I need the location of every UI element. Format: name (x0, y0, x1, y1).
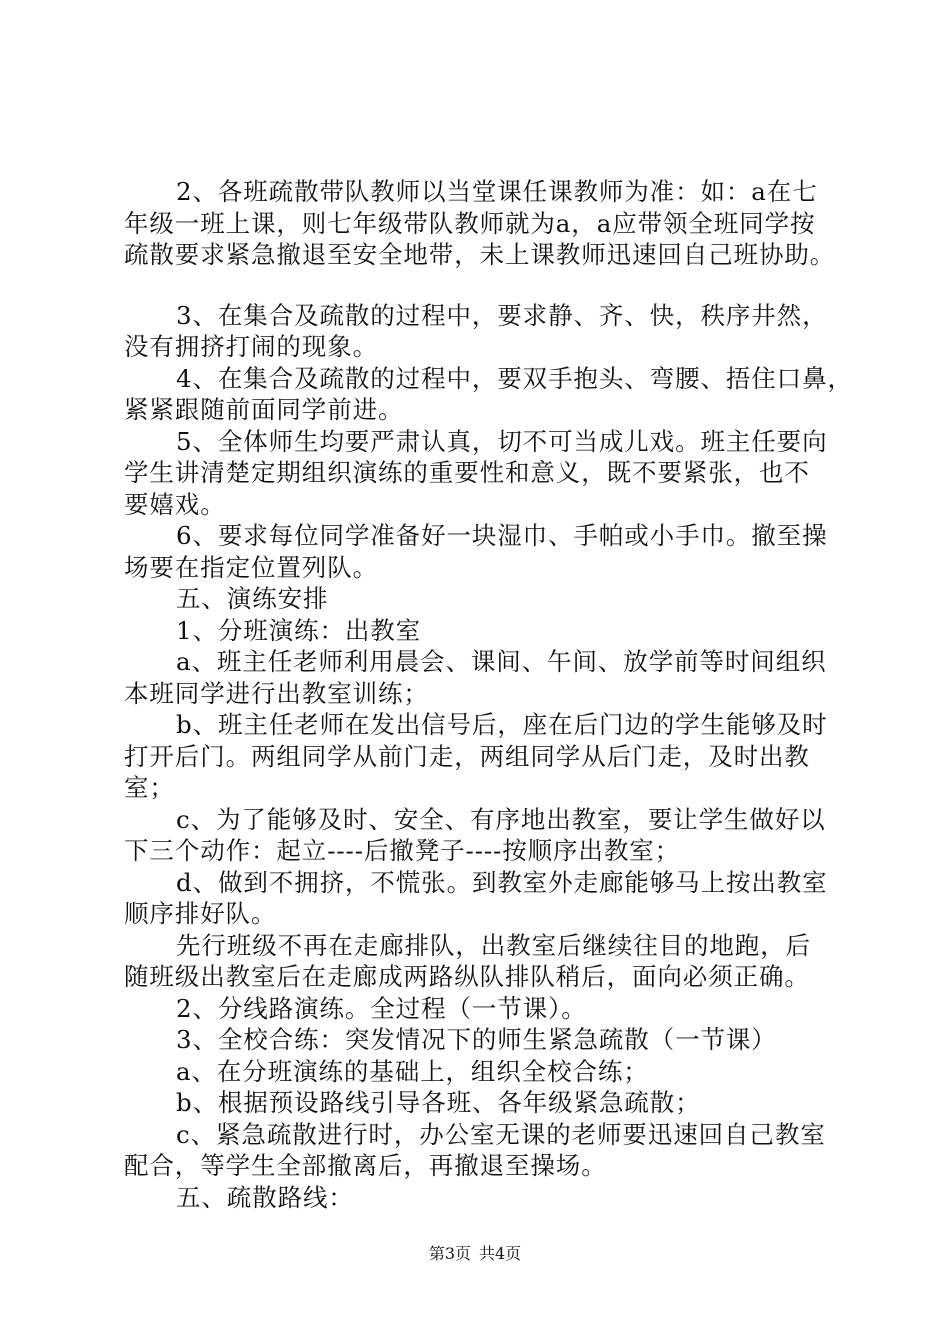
paragraph-line: 本班同学进行出教室训练； (124, 678, 429, 708)
paragraph-line: 配合，等学生全部撤离后，再撤退至操场。 (124, 1151, 607, 1180)
paragraph-line: 5、全体师生均要严肃认真，切不可当成儿戏。班主任要向 (176, 426, 828, 456)
paragraph-line: a、在分班演练的基础上，组织全校合练； (176, 1056, 649, 1086)
paragraph-line: 疏散要求紧急撤退至安全地带，未上课教师迅速回自己班协助。 (124, 240, 836, 269)
paragraph-gap (124, 271, 834, 300)
paragraph-line: 紧紧跟随前面同学前进。 (124, 395, 404, 424)
paragraph-line: 要嬉戏。 (124, 489, 226, 519)
subsection-heading: 1、分班演练：出教室 (176, 615, 422, 645)
paragraph-line: 先行班级不再在走廊排队，出教室后继续往目的地跑，后 (176, 930, 811, 960)
subsection-heading: 3、全校合练：突发情况下的师生紧急疏散（一节课） (176, 1025, 777, 1054)
paragraph-line: 顺序排好队。 (124, 899, 277, 928)
paragraph-line: 没有拥挤打闹的现象。 (124, 332, 378, 361)
page-footer (0, 1244, 950, 1264)
paragraph-line: b、根据预设路线引导各班、各年级紧急疏散； (176, 1088, 701, 1117)
section-heading: 五、疏散路线： (176, 1182, 354, 1212)
paragraph-line: 学生讲清楚定期组织演练的重要性和意义，既不要紧张，也不 (124, 458, 810, 487)
document-body (124, 176, 853, 1213)
page-number: 第3页 (428, 1244, 471, 1263)
paragraph-line: 随班级出教室后在走廊成两路纵队排队稍后，面向必须正确。 (124, 962, 810, 991)
paragraph-line: 6、要求每位同学准备好一块湿巾、手帕或小手巾。撤至操 (176, 521, 828, 550)
paragraph-line: c、为了能够及时、安全、有序地出教室，要让学生做好以 (176, 804, 826, 834)
paragraph-line: 3、在集合及疏散的过程中，要求静、齐、快，秩序井然， (176, 300, 828, 330)
paragraph-line: b、班主任老师在发出信号后，座在后门边的学生能够及时 (176, 710, 828, 739)
paragraph-line: 场要在指定位置列队。 (124, 552, 378, 582)
paragraph-line: 打开后门。两组同学从前门走，两组同学从后门走，及时出教 (124, 741, 810, 771)
paragraph-line: a、班主任老师利用晨会、课间、午间、放学前等时间组织 (176, 647, 827, 676)
paragraph-line: d、做到不拥挤，不慌张。到教室外走廊能够马上按出教室 (176, 867, 828, 897)
paragraph-line: 年级一班上课，则七年级带队教师就为a，a应带领全班同学按 (124, 208, 816, 238)
section-heading: 五、演练安排 (176, 584, 329, 613)
paragraph-line: 下三个动作：起立----后撤凳子----按顺序出教室； (124, 836, 681, 865)
paragraph-line: 室； (124, 773, 175, 802)
paragraph-line: 2、各班疏散带队教师以当堂课任课教师为准：如：a在七 (176, 177, 818, 206)
page-total: 共4页 (479, 1244, 522, 1263)
subsection-heading: 2、分线路演练。全过程（一节课）。 (176, 993, 587, 1023)
paragraph-line: 4、在集合及疏散的过程中，要双手抱头、弯腰、捂住口鼻， (176, 363, 853, 393)
paragraph-line: c、紧急疏散进行时，办公室无课的老师要迅速回自己教室 (176, 1119, 826, 1149)
